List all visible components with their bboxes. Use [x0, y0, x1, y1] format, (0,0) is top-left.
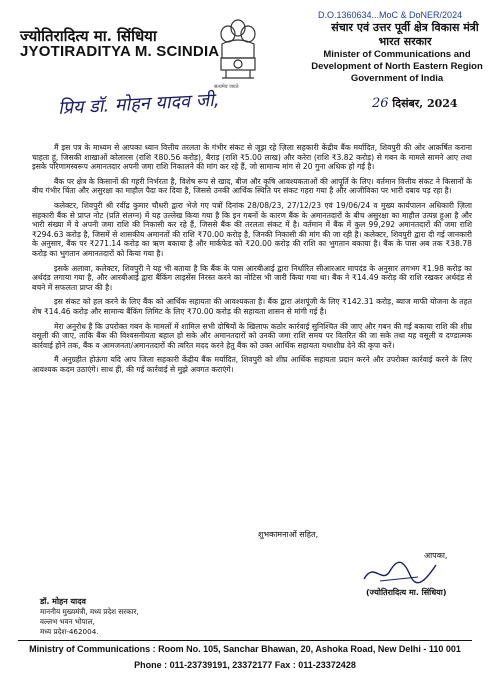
ministry-hindi-line2: भारत सरकार [378, 35, 432, 48]
paragraph-5: इस संकट को हल करने के लिए बैंक को आर्थिक सहायता की आवश्यकता है। बैंक द्वारा अंशपूंजी के लिए ₹142.31 करोड़, ब्याज माफी योजना के तहत शेष ₹14.46 करोड़ और सामान्य बैंकिंग लिमिट के लिए ₹70.00 करोड़ की सहायता शासन से मांगी गई है। [32, 297, 472, 316]
date-month-year: दिसंबर, 2024 [392, 97, 458, 110]
closing-greeting: शुभकामनाओं सहित, [258, 530, 319, 539]
paragraph-2: बैंक पर क्षेत्र के किसानों की गहरी निर्भरता है, विशेष रूप से खाद, बीज और कृषि आवश्यकताओं की आपूर्ति के लिए। वर्तमान वित्तीय संकट ने किसानों के बीच गंभीर चिंता और असुरक्षा का माहौल पैदा कर दिया है, जिससे उनकी आर्थिक स्थिति पर संकट गहरा गया है और आजीविका पर भारी दबाव पड़ रहा है। [32, 176, 472, 196]
ministry-english-line2: Development of North Eastern Region [311, 61, 483, 72]
yours-line: आपका, [424, 551, 448, 560]
footer-phone: Phone : 011-23739191, 23372177 Fax : 011-23372428 [134, 660, 356, 670]
addressee-line1: माननीय मुख्यमंत्री, मध्य प्रदेश सरकार, [40, 607, 139, 616]
letter-date [372, 96, 458, 111]
ministry-hindi-line1: संचार एवं उत्तर पूर्वी क्षेत्र विकास मंत्री [331, 21, 479, 34]
addressee-line2: वल्लभ भवन भोपाल, [40, 617, 95, 626]
footer-divider [18, 640, 472, 641]
signatory-name: (ज्योतिरादित्य मा. सिंधिया) [366, 588, 447, 597]
ministry-title-hindi [330, 21, 480, 49]
paragraph-4: इसके अलावा, कलेक्टर, शिवपुरी ने यह भी बताया है कि बैंक के पास आरबीआई द्वारा निर्धारित सीआरआर मापदंड के अनुसार लगभग ₹1.98 करोड़ का अर्थदंड लगाया गया है, और आरबीआई द्वारा बैंकिंग लाइसेंस निरस्त करने का नोटिस भी जारी किया गया था। बैंक ने ₹14.49 करोड़ की राशि रखकर अर्थदंड से बचने में सफलता प्राप्त की है। [32, 263, 472, 292]
addressee-line3: मध्य प्रदेश-462004. [40, 627, 99, 636]
sender-name-hindi: ज्योतिरादित्य मा. सिंधिया [20, 27, 157, 45]
signature-icon [360, 557, 440, 587]
handwritten-salutation: प्रिय डॉ. मोहन यादव जी, [57, 89, 220, 119]
paragraph-3: कलेक्टर, शिवपुरी श्री रवींद्र कुमार चौधरी द्वारा भेजे गए पत्रों दिनांक 28/08/23, 27/12/23 एवं 19/06/24 व मुख्य कार्यपालन अधिकारी ज़िला सहकारी बैंक से प्राप्त नोट (प्रति संलग्न) में यह उल्लेख किया गया है कि इन गबनों के कारण बैंक के अमानतदारों के बीच असुरक्षा का माहौल उत्पन्न हुआ है और भारी संख्या में वे अपनी जमा राशि की निकासी कर रहे हैं, जिससे बैंक की तरलता संकट में है। वर्तमान में बैंक में कुल 99,292 अमानतदारों की जमा राशि ₹294.63 करोड़ है, जिसमें से शासकीय अमानतों की राशि ₹70.00 करोड़ है, जिनकी निकासी की मांग की जा रही है। कलेक्टर, शिवपुरी द्वारा दी गई जानकारी के अनुसार, बैंक पर ₹271.14 करोड़ का ऋण बकाया है और मार्कफेड को ₹20.00 करोड़ की राशि का भुगतान बकाया है। बैंक के पास अब तक ₹38.78 करोड़ का भुगतान अमानतदारों को किया गया है। [32, 200, 472, 258]
addressee-name: डॉ. मोहन यादव [40, 597, 86, 606]
emblem-caption: सत्यमेव जयते [214, 84, 239, 90]
paragraph-7: मैं अनुग्रहीत होऊंगा यदि आप जिला सहकारी केंद्रीय बैंक मर्यादित, शिवपुरी को शीघ्र आर्थिक सहायता प्रदान करने और उपरोक्त कार्रवाई करने के लिए आवश्यक कदम उठाएंगे। साथ ही, की गई कार्रवाई से मुझे अवगत कराएंगे। [32, 355, 472, 374]
ministry-english-line3: Government of India [350, 73, 444, 84]
sender-name-english: JYOTIRADITYA M. SCINDIA [20, 43, 220, 60]
paragraph-1: मैं इस पत्र के माध्यम से आपका ध्यान वित्तीय तरलता के गंभीर संकट से जूझ रहे ज़िला सहकारी केंद्रीय बैंक मर्यादित, शिवपुरी की ओर आकर्षित कराना चाहता हूं, जिसकी शाखाओं कोलारस (राशि ₹80.56 करोड़), बैराड़ (राशि ₹5.00 लाख) और करेरा (राशि ₹3.82 करोड़) से गबन के मामले सामने आए तथा इसके परिणामस्वरूप अमानतदार अपनी जमा राशि निकालने की मांग कर रहे हैं, जो सामान्य मांग से 20 गुना अधिक हो गई है। [32, 143, 472, 172]
paragraph-6: मेरा अनुरोध है कि उपरोक्त गबन के मामलों में शामिल सभी दोषियों के खिलाफ कठोर कार्रवाई सुनिश्चित की जाए और गबन की गई बकाया राशि की शीघ्र वसूली की जाए, ताकि बैंक की विश्वसनीयता बहाल हो सके और अमानतदारों को उनकी जमा राशि समय पर वितरित की जा सके तथा यह वसूली व दण्डात्मक कार्रवाई होने तक, बैंक व आमजनता/अमानतदारों की त्वरित मदद करने हेतु बैंक को उक्त आर्थिक सहायता यथाशीघ्र देने की कृपा करें। [32, 321, 472, 350]
reference-number: D.O.1360634...MoC & DoNER/2024 [318, 10, 463, 20]
ministry-title-english [308, 49, 486, 85]
footer-address: Ministry of Communications : Room No. 105, Sanchar Bhawan, 20, Ashoka Road, New Delhi - 110 001 [29, 644, 461, 654]
ministry-english-line1: Minister of Communications and [323, 49, 471, 60]
addressee-block [40, 597, 139, 637]
letter-body [32, 143, 472, 379]
date-day: 26 [372, 96, 389, 111]
